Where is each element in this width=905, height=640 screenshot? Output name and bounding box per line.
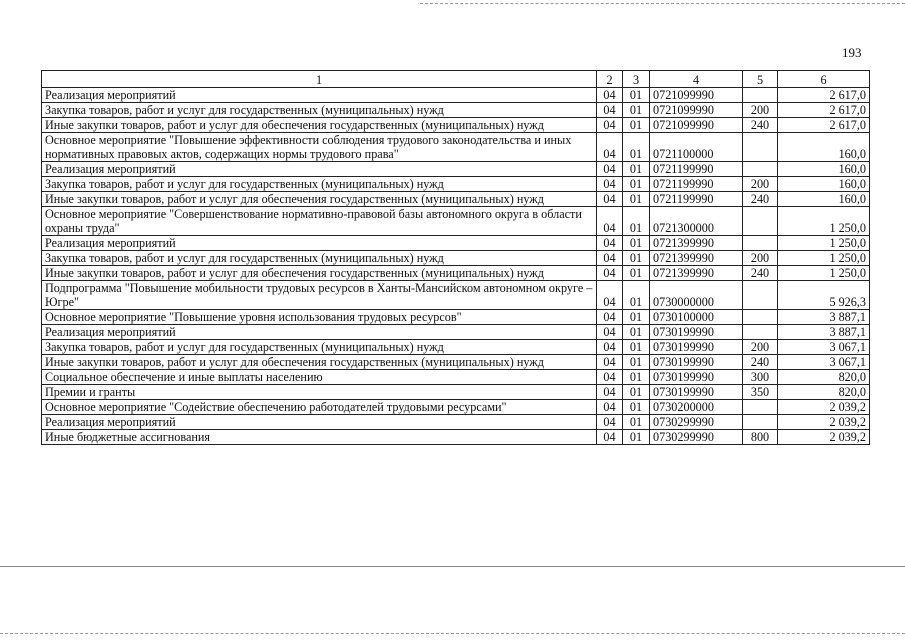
item-name: Подпрограмма "Повышение мобильности трудовых ресурсов в Ханты-Мансийском автономном округе – Югре": [42, 281, 597, 310]
item-name: Реализация мероприятий: [42, 236, 597, 251]
expense-type-code: 200: [743, 103, 778, 118]
subsection-code: 01: [623, 133, 650, 162]
section-code: 04: [597, 266, 623, 281]
table-row: [42, 310, 870, 325]
table-row: [42, 88, 870, 103]
expense-type-code: [743, 236, 778, 251]
table-row: [42, 177, 870, 192]
item-name: Иные закупки товаров, работ и услуг для обеспечения государственных (муниципальных) нужд: [42, 118, 597, 133]
target-code: 0730199990: [650, 355, 743, 370]
section-code: 04: [597, 400, 623, 415]
target-code: 0721399990: [650, 236, 743, 251]
expense-type-code: [743, 310, 778, 325]
table-row: [42, 325, 870, 340]
table-row: [42, 192, 870, 207]
subsection-code: 01: [623, 281, 650, 310]
table-row: [42, 251, 870, 266]
target-code: 0730200000: [650, 400, 743, 415]
item-name: Закупка товаров, работ и услуг для государственных (муниципальных) нужд: [42, 103, 597, 118]
subsection-code: 01: [623, 192, 650, 207]
item-name: Иные закупки товаров, работ и услуг для обеспечения государственных (муниципальных) нужд: [42, 192, 597, 207]
section-code: 04: [597, 310, 623, 325]
section-code: 04: [597, 430, 623, 445]
subsection-code: 01: [623, 370, 650, 385]
expense-type-code: [743, 207, 778, 236]
item-name: Закупка товаров, работ и услуг для государственных (муниципальных) нужд: [42, 177, 597, 192]
amount: 1 250,0: [778, 251, 870, 266]
amount: 160,0: [778, 177, 870, 192]
table-row: [42, 281, 870, 310]
target-code: 0721399990: [650, 266, 743, 281]
subsection-code: 01: [623, 207, 650, 236]
section-code: 04: [597, 207, 623, 236]
section-code: 04: [597, 325, 623, 340]
amount: 3 887,1: [778, 310, 870, 325]
subsection-code: 01: [623, 251, 650, 266]
header-col-2: 2: [597, 71, 623, 88]
expense-type-code: [743, 88, 778, 103]
target-code: 0721099990: [650, 103, 743, 118]
subsection-code: 01: [623, 103, 650, 118]
expense-type-code: [743, 400, 778, 415]
amount: 160,0: [778, 133, 870, 162]
subsection-code: 01: [623, 310, 650, 325]
table-row: [42, 133, 870, 162]
page-number: 193: [842, 45, 862, 60]
target-code: 0730299990: [650, 430, 743, 445]
expense-type-code: [743, 281, 778, 310]
subsection-code: 01: [623, 325, 650, 340]
table-row: [42, 118, 870, 133]
subsection-code: 01: [623, 236, 650, 251]
expense-type-code: 800: [743, 430, 778, 445]
expense-type-code: [743, 133, 778, 162]
table-row: [42, 385, 870, 400]
target-code: 0721199990: [650, 162, 743, 177]
section-code: 04: [597, 236, 623, 251]
subsection-code: 01: [623, 340, 650, 355]
expense-type-code: 350: [743, 385, 778, 400]
item-name: Премии и гранты: [42, 385, 597, 400]
subsection-code: 01: [623, 162, 650, 177]
table-row: [42, 103, 870, 118]
amount: 3 067,1: [778, 340, 870, 355]
subsection-code: 01: [623, 118, 650, 133]
expense-type-code: [743, 325, 778, 340]
section-code: 04: [597, 192, 623, 207]
target-code: 0721199990: [650, 177, 743, 192]
section-code: 04: [597, 340, 623, 355]
item-name: Основное мероприятие "Повышение эффективности соблюдения трудового законодательства и иных нормативных правовых актов, содержащих нормы трудового права": [42, 133, 597, 162]
table-row: [42, 207, 870, 236]
subsection-code: 01: [623, 400, 650, 415]
item-name: Реализация мероприятий: [42, 88, 597, 103]
expense-type-code: 200: [743, 251, 778, 266]
item-name: Реализация мероприятий: [42, 162, 597, 177]
section-code: 04: [597, 162, 623, 177]
expense-type-code: 240: [743, 266, 778, 281]
target-code: 0721399990: [650, 251, 743, 266]
subsection-code: 01: [623, 385, 650, 400]
section-code: 04: [597, 251, 623, 266]
target-code: 0730299990: [650, 415, 743, 430]
table-row: [42, 236, 870, 251]
header-col-6: 6: [778, 71, 870, 88]
expense-type-code: 240: [743, 118, 778, 133]
amount: 2 039,2: [778, 400, 870, 415]
header-col-4: 4: [650, 71, 743, 88]
item-name: Закупка товаров, работ и услуг для государственных (муниципальных) нужд: [42, 251, 597, 266]
amount: 3 067,1: [778, 355, 870, 370]
section-code: 04: [597, 281, 623, 310]
item-name: Основное мероприятие "Повышение уровня использования трудовых ресурсов": [42, 310, 597, 325]
amount: 2 039,2: [778, 430, 870, 445]
table-row: [42, 355, 870, 370]
header-col-1: 1: [42, 71, 597, 88]
amount: 5 926,3: [778, 281, 870, 310]
table-row: [42, 400, 870, 415]
section-code: 04: [597, 118, 623, 133]
section-code: 04: [597, 385, 623, 400]
subsection-code: 01: [623, 266, 650, 281]
scan-edge-bottom: [0, 566, 905, 567]
amount: 160,0: [778, 162, 870, 177]
subsection-code: 01: [623, 355, 650, 370]
subsection-code: 01: [623, 177, 650, 192]
item-name: Основное мероприятие "Совершенствование нормативно-правовой базы автономного округа в области охраны труда": [42, 207, 597, 236]
target-code: 0730199990: [650, 370, 743, 385]
scan-edge-footer: [0, 633, 905, 634]
item-name: Иные закупки товаров, работ и услуг для обеспечения государственных (муниципальных) нужд: [42, 355, 597, 370]
item-name: Иные бюджетные ассигнования: [42, 430, 597, 445]
target-code: 0730000000: [650, 281, 743, 310]
section-code: 04: [597, 370, 623, 385]
table-row: [42, 415, 870, 430]
item-name: Иные закупки товаров, работ и услуг для обеспечения государственных (муниципальных) нужд: [42, 266, 597, 281]
section-code: 04: [597, 177, 623, 192]
amount: 820,0: [778, 385, 870, 400]
amount: 2 617,0: [778, 88, 870, 103]
target-code: 0721100000: [650, 133, 743, 162]
target-code: 0721300000: [650, 207, 743, 236]
header-col-3: 3: [623, 71, 650, 88]
target-code: 0730199990: [650, 385, 743, 400]
item-name: Основное мероприятие "Содействие обеспечению работодателей трудовыми ресурсами": [42, 400, 597, 415]
target-code: 0730199990: [650, 340, 743, 355]
header-col-5: 5: [743, 71, 778, 88]
expense-type-code: 240: [743, 355, 778, 370]
amount: 1 250,0: [778, 236, 870, 251]
target-code: 0721099990: [650, 118, 743, 133]
budget-table: [41, 70, 870, 445]
item-name: Закупка товаров, работ и услуг для государственных (муниципальных) нужд: [42, 340, 597, 355]
section-code: 04: [597, 133, 623, 162]
target-code: 0721199990: [650, 192, 743, 207]
table-row: [42, 266, 870, 281]
table-row: [42, 370, 870, 385]
table-row: [42, 340, 870, 355]
subsection-code: 01: [623, 430, 650, 445]
expense-type-code: [743, 162, 778, 177]
expense-type-code: 200: [743, 177, 778, 192]
expense-type-code: 200: [743, 340, 778, 355]
amount: 3 887,1: [778, 325, 870, 340]
section-code: 04: [597, 355, 623, 370]
expense-type-code: 300: [743, 370, 778, 385]
amount: 160,0: [778, 192, 870, 207]
amount: 2 617,0: [778, 103, 870, 118]
amount: 1 250,0: [778, 266, 870, 281]
table-row: [42, 430, 870, 445]
target-code: 0730199990: [650, 325, 743, 340]
expense-type-code: 240: [743, 192, 778, 207]
scan-edge-top: [420, 3, 905, 4]
subsection-code: 01: [623, 88, 650, 103]
table-body: [42, 88, 870, 445]
table-row: [42, 162, 870, 177]
table-header: [42, 71, 870, 88]
target-code: 0721099990: [650, 88, 743, 103]
amount: 820,0: [778, 370, 870, 385]
section-code: 04: [597, 88, 623, 103]
item-name: Социальное обеспечение и иные выплаты населению: [42, 370, 597, 385]
amount: 2 039,2: [778, 415, 870, 430]
section-code: 04: [597, 103, 623, 118]
item-name: Реализация мероприятий: [42, 415, 597, 430]
target-code: 0730100000: [650, 310, 743, 325]
expense-type-code: [743, 415, 778, 430]
subsection-code: 01: [623, 415, 650, 430]
header-row: [42, 71, 870, 88]
amount: 2 617,0: [778, 118, 870, 133]
item-name: Реализация мероприятий: [42, 325, 597, 340]
section-code: 04: [597, 415, 623, 430]
amount: 1 250,0: [778, 207, 870, 236]
